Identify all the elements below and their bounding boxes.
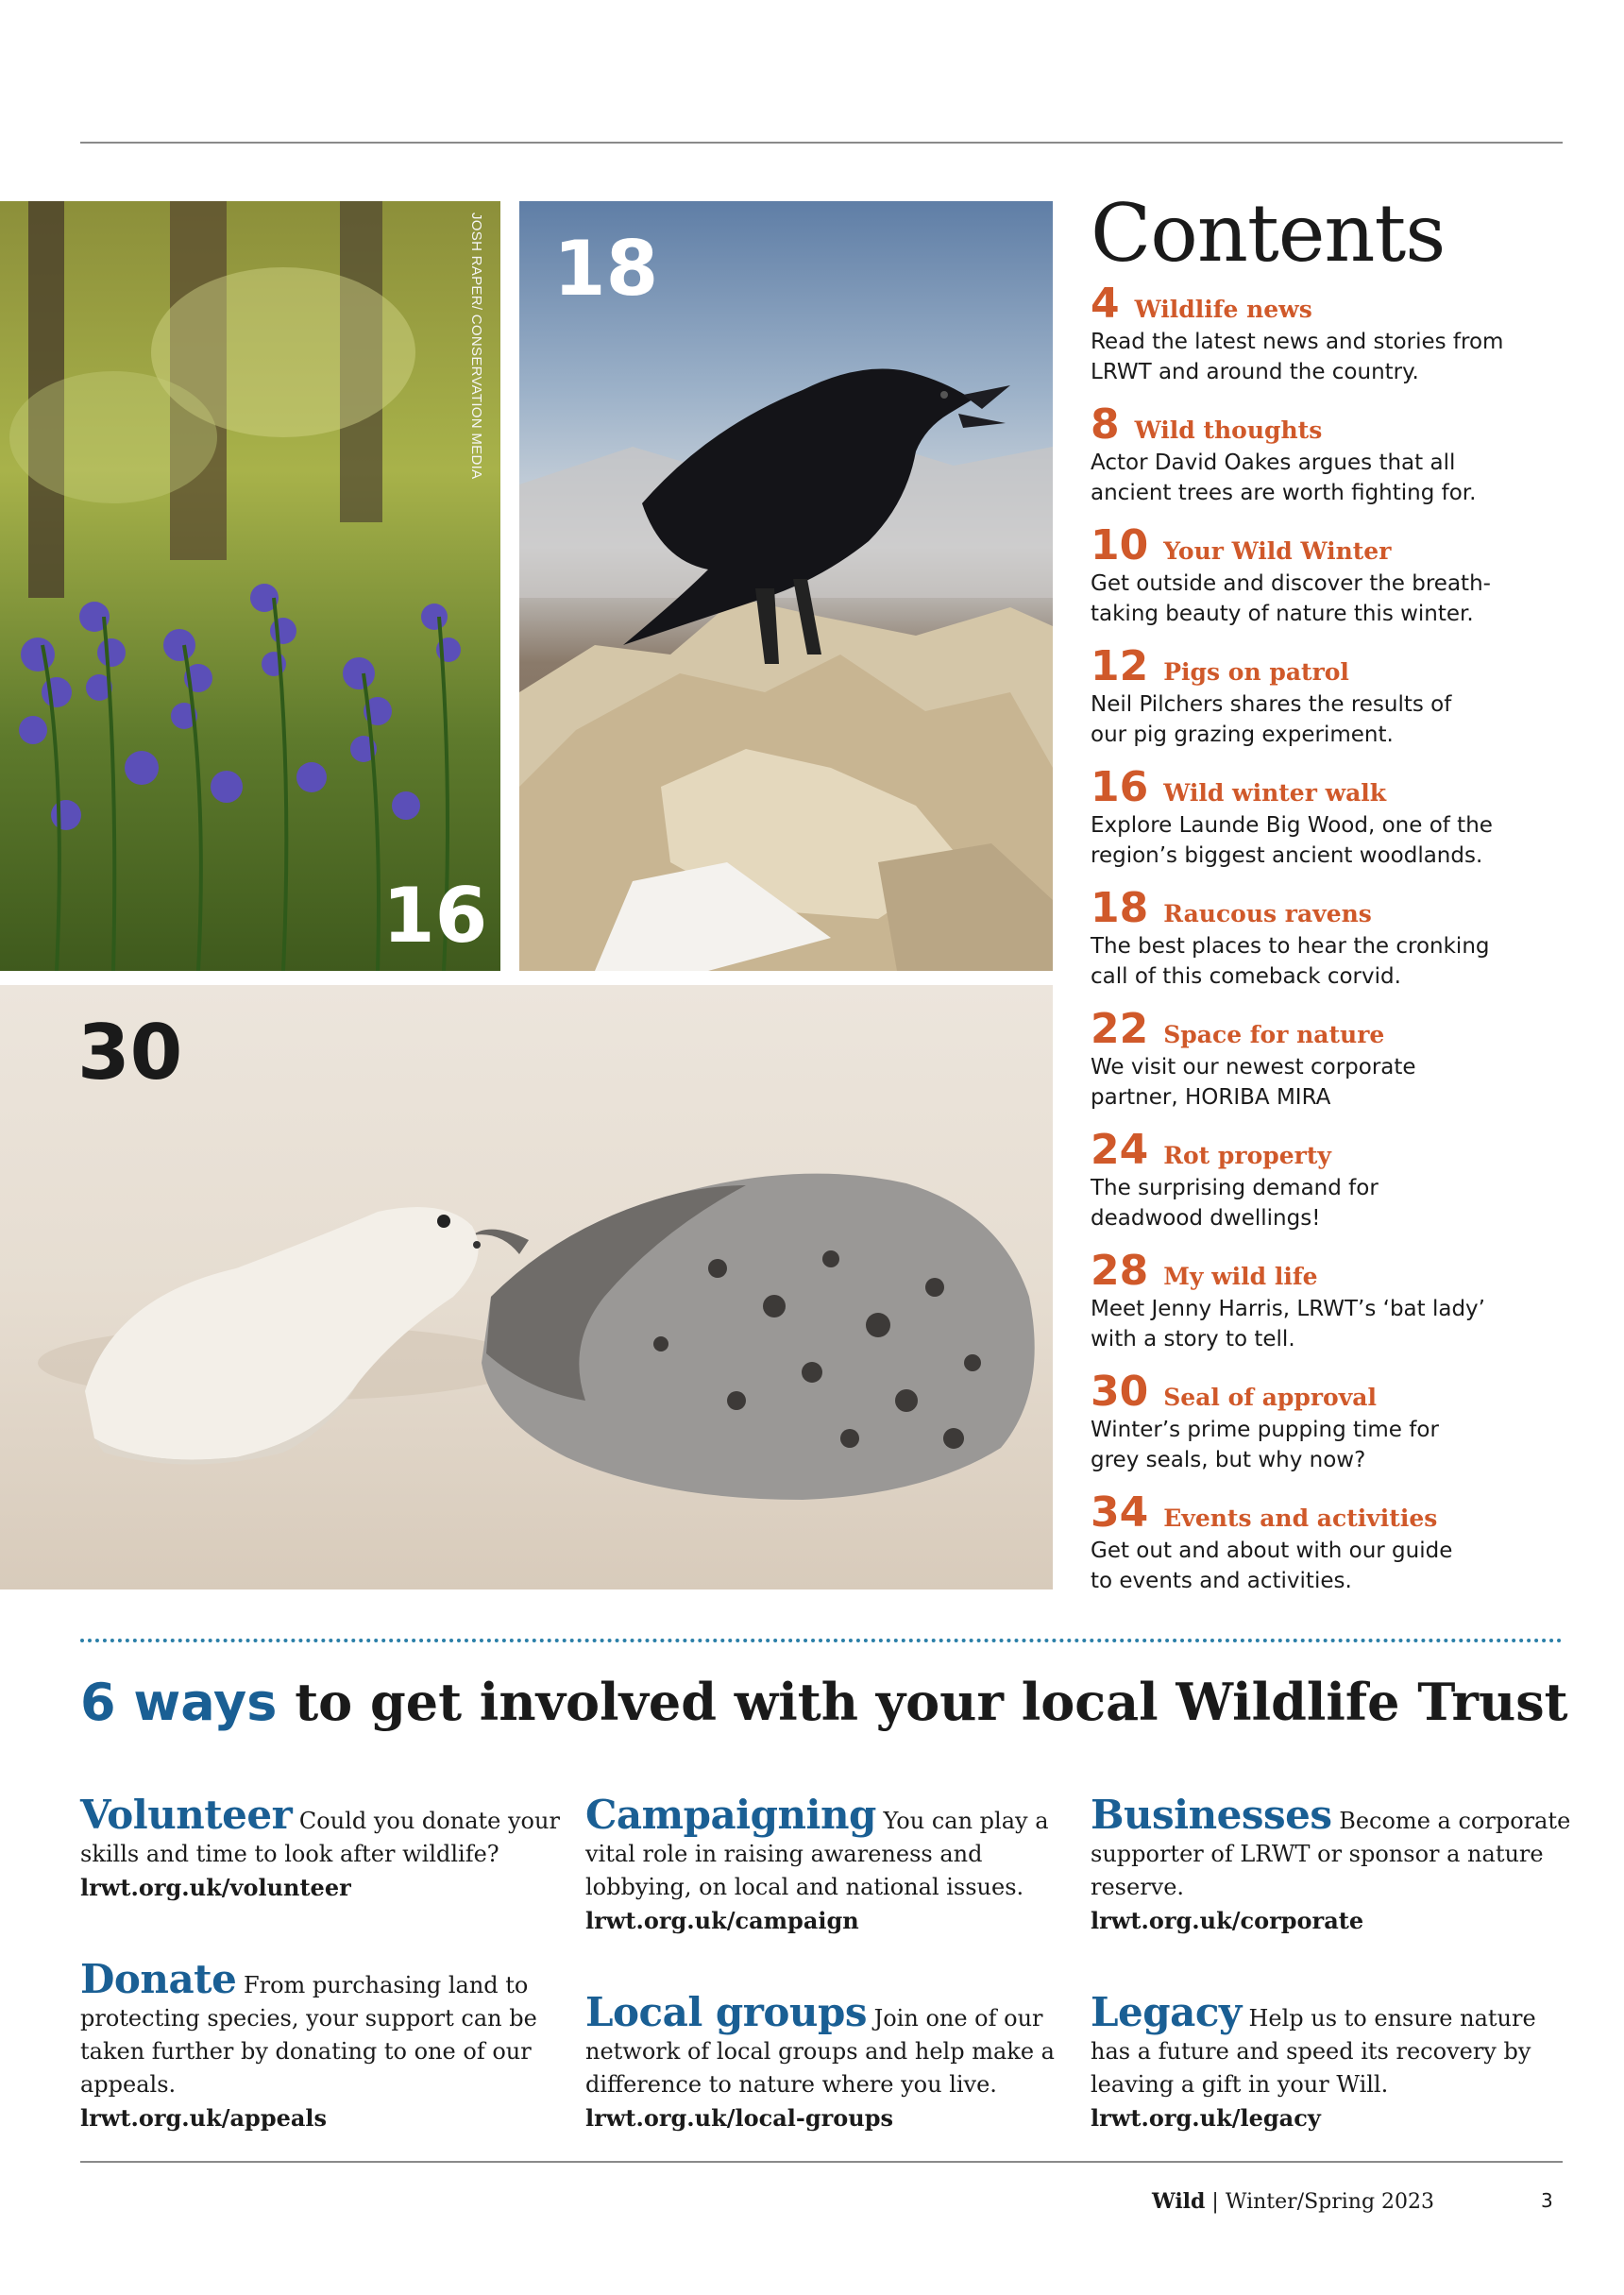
contents-item-title: Wild winter walk	[1163, 779, 1387, 807]
contents-item-title: Rot property	[1163, 1142, 1331, 1169]
contents-page-number: 10	[1091, 521, 1149, 570]
contents-item-title: Wildlife news	[1134, 296, 1312, 323]
contents-item[interactable]	[1091, 1368, 1582, 1492]
raven-page-number: 18	[553, 225, 659, 313]
legacy-link[interactable]: lrwt.org.uk/legacy	[1091, 2104, 1321, 2132]
issue-date: Winter/Spring 2023	[1225, 2190, 1435, 2214]
raven-photo	[519, 201, 1053, 971]
magazine-name: Wild	[1152, 2189, 1206, 2214]
corporate-link[interactable]: lrwt.org.uk/corporate	[1091, 1907, 1364, 1934]
way-campaigning	[585, 1792, 1067, 1937]
ways-heading-highlight: 6 ways	[80, 1673, 278, 1732]
way-title: Campaigning	[585, 1792, 876, 1838]
seals-page-number: 30	[77, 1009, 183, 1096]
page-number: 3	[1541, 2189, 1553, 2212]
contents-item[interactable]	[1091, 521, 1582, 646]
contents-item-title: Raucous ravens	[1163, 900, 1372, 927]
way-description: Join one of our network of local groups and help make a difference to nature where you live.	[585, 2005, 1055, 2098]
contents-item[interactable]	[1091, 1126, 1582, 1250]
contents-item-description: Read the latest news and stories from LRWT and around the country.	[1091, 330, 1504, 384]
contents-item[interactable]	[1091, 1488, 1582, 1613]
footer-separator: |	[1211, 2190, 1219, 2214]
contents-page-number: 18	[1091, 884, 1149, 932]
way-description: Help us to ensure nature has a future and speed its recovery by leaving a gift in your Will.	[1091, 2005, 1536, 2098]
contents-item-title: Wild thoughts	[1134, 416, 1323, 444]
bottom-rule	[80, 2161, 1563, 2163]
contents-item[interactable]	[1091, 1005, 1582, 1130]
campaign-link[interactable]: lrwt.org.uk/campaign	[585, 1907, 859, 1934]
photo-credit: JOSH RAPER/ CONSERVATION MEDIA	[468, 212, 484, 480]
way-legacy	[1091, 1989, 1572, 2134]
contents-item[interactable]	[1091, 280, 1582, 404]
way-description: From purchasing land to protecting species, your support can be taken further by donating to one of our appeals.	[80, 1972, 537, 2098]
contents-item-title: Events and activities	[1163, 1504, 1438, 1532]
ways-heading-rest: to get involved with your local Wildlife Trust	[277, 1672, 1568, 1732]
way-title: Volunteer	[80, 1792, 293, 1838]
contents-item-description: Winter’s prime pupping time for grey seals, but why now?	[1091, 1418, 1439, 1472]
way-description: You can play a vital role in raising awareness and lobbying, on local and national issues.	[585, 1808, 1049, 1900]
way-description: Become a corporate supporter of LRWT or sponsor a nature reserve.	[1091, 1808, 1571, 1900]
contents-item-description: Meet Jenny Harris, LRWT’s ‘bat lady’ with a story to tell.	[1091, 1297, 1485, 1352]
top-rule	[80, 142, 1563, 144]
contents-page-number: 30	[1091, 1368, 1149, 1416]
contents-page-number: 4	[1091, 280, 1120, 328]
contents-item[interactable]	[1091, 642, 1582, 767]
contents-item-title: Pigs on patrol	[1163, 658, 1349, 686]
contents-list	[1091, 280, 1582, 1613]
contents-title: Contents	[1091, 187, 1446, 280]
way-title: Local groups	[585, 1989, 867, 2035]
contents-item-description: Get outside and discover the breath- taking beauty of nature this winter.	[1091, 571, 1491, 626]
contents-item-description: The best places to hear the cronking call of this comeback corvid.	[1091, 934, 1490, 989]
contents-item-title: Your Wild Winter	[1163, 537, 1392, 565]
contents-item[interactable]	[1091, 400, 1582, 525]
way-title: Businesses	[1091, 1792, 1332, 1838]
contents-page-number: 22	[1091, 1005, 1149, 1053]
way-volunteer	[80, 1792, 562, 1904]
contents-page-number: 16	[1091, 763, 1149, 811]
contents-item-description: Actor David Oakes argues that all ancient trees are worth fighting for.	[1091, 450, 1477, 505]
volunteer-link[interactable]: lrwt.org.uk/volunteer	[80, 1874, 351, 1901]
contents-page-number: 24	[1091, 1126, 1149, 1174]
way-donate	[80, 1956, 562, 2134]
local-groups-link[interactable]: lrwt.org.uk/local-groups	[585, 2104, 894, 2132]
way-local-groups	[585, 1989, 1067, 2134]
way-title: Donate	[80, 1956, 237, 2002]
section-divider	[80, 1639, 1563, 1642]
contents-item-description: We visit our newest corporate partner, HORIBA MIRA	[1091, 1055, 1416, 1110]
bluebells-photo	[0, 201, 500, 971]
bluebells-page-number: 16	[382, 872, 488, 960]
way-businesses	[1091, 1792, 1572, 1937]
contents-page-number: 12	[1091, 642, 1149, 690]
contents-item-description: Explore Launde Big Wood, one of the region’s biggest ancient woodlands.	[1091, 813, 1493, 868]
contents-item-description: Neil Pilchers shares the results of our pig grazing experiment.	[1091, 692, 1452, 747]
ways-heading	[80, 1672, 1568, 1732]
appeals-link[interactable]: lrwt.org.uk/appeals	[80, 2104, 328, 2132]
contents-item-title: Seal of approval	[1163, 1384, 1377, 1411]
footer-issue	[1152, 2189, 1434, 2214]
contents-page-number: 34	[1091, 1488, 1149, 1537]
contents-page-number: 8	[1091, 400, 1120, 449]
way-title: Legacy	[1091, 1989, 1242, 2035]
way-description: Could you donate your skills and time to look after wildlife?	[80, 1808, 560, 1867]
contents-item-description: Get out and about with our guide to events and activities.	[1091, 1538, 1453, 1593]
contents-item-title: Space for nature	[1163, 1021, 1385, 1048]
contents-item[interactable]	[1091, 763, 1582, 888]
contents-item-description: The surprising demand for deadwood dwellings!	[1091, 1176, 1379, 1231]
contents-item[interactable]	[1091, 1247, 1582, 1371]
contents-item-title: My wild life	[1163, 1263, 1318, 1290]
contents-page-number: 28	[1091, 1247, 1149, 1295]
contents-item[interactable]	[1091, 884, 1582, 1009]
